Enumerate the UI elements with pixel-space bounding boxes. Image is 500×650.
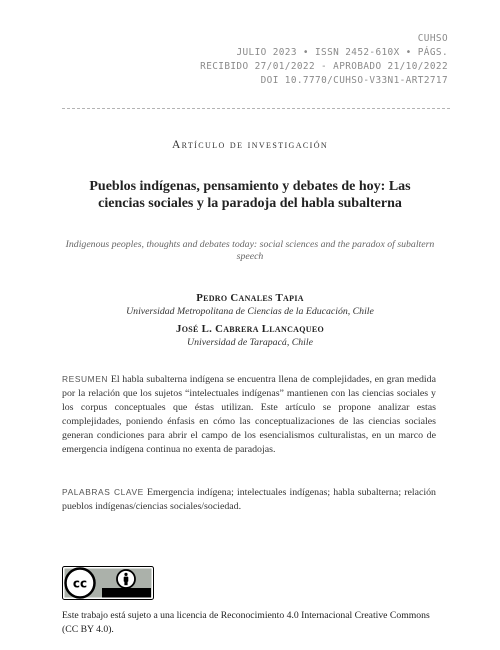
article-subtitle-english: Indigenous peoples, thoughts and debates today: social sciences and the paradox of subaltern speech [65, 239, 435, 262]
creative-commons-icon [66, 569, 95, 598]
keywords [62, 486, 436, 514]
abstract [62, 373, 436, 456]
cc-icon-text: cc [72, 576, 88, 591]
keywords-text: Emergencia indígena; intelectuales indígenas; habla subalterna; relación pueblos indígenas/ciencias sociales/sociedad. [62, 487, 436, 512]
header-divider [62, 108, 450, 109]
author-affiliation: Universidad Metropolitana de Ciencias de la Educación, Chile [126, 306, 374, 317]
issue-line: JULIO 2023 • ISSN 2452-610X • PÁGS. [236, 47, 448, 58]
attribution-person-icon [117, 570, 135, 588]
keywords-label: PALABRAS CLAVE [62, 487, 144, 497]
abstract-label: RESUMEN [62, 374, 109, 384]
section-label: Artículo de investigación [171, 139, 329, 151]
dates-line: RECIBIDO 27/01/2022 - APROBADO 21/10/2022 [200, 61, 448, 72]
author-name: Pedro Canales Tapia [196, 292, 304, 304]
journal-metadata [148, 32, 448, 88]
cc-by-license-badge[interactable] [62, 566, 154, 600]
journal-name: CUHSO [417, 33, 448, 44]
author-affiliation: Universidad de Tarapacá, Chile [187, 337, 313, 348]
license-notice: Este trabajo está sujeto a una licencia de Reconocimiento 4.0 Internacional Creative Commons (CC BY 4.0). [62, 610, 430, 635]
author-name: José L. Cabrera Llancaqueo [176, 323, 324, 335]
article-title: Pueblos indígenas, pensamiento y debates de hoy: Las ciencias sociales y la paradoja del habla subalterna [89, 179, 411, 211]
doi-line: DOI 10.7770/CUHSO-V33N1-ART2717 [260, 75, 448, 86]
abstract-text: El habla subalterna indígena se encuentra llena de complejidades, en gran medida por la relación que los sujetos “intelectuales indígenas” mantienen con las ciencias sociales y los corpus conceptuales que éstas utilizan. Este artículo se propone analizar estas complejidades, poniendo énfasis en cómo las conceptualizaciones de las ciencias sociales generan condiciones para abrir el campo de los esencialismos culturalistas, en un marco de emergencia indígena continua no exenta de paradojas. [62, 374, 436, 455]
